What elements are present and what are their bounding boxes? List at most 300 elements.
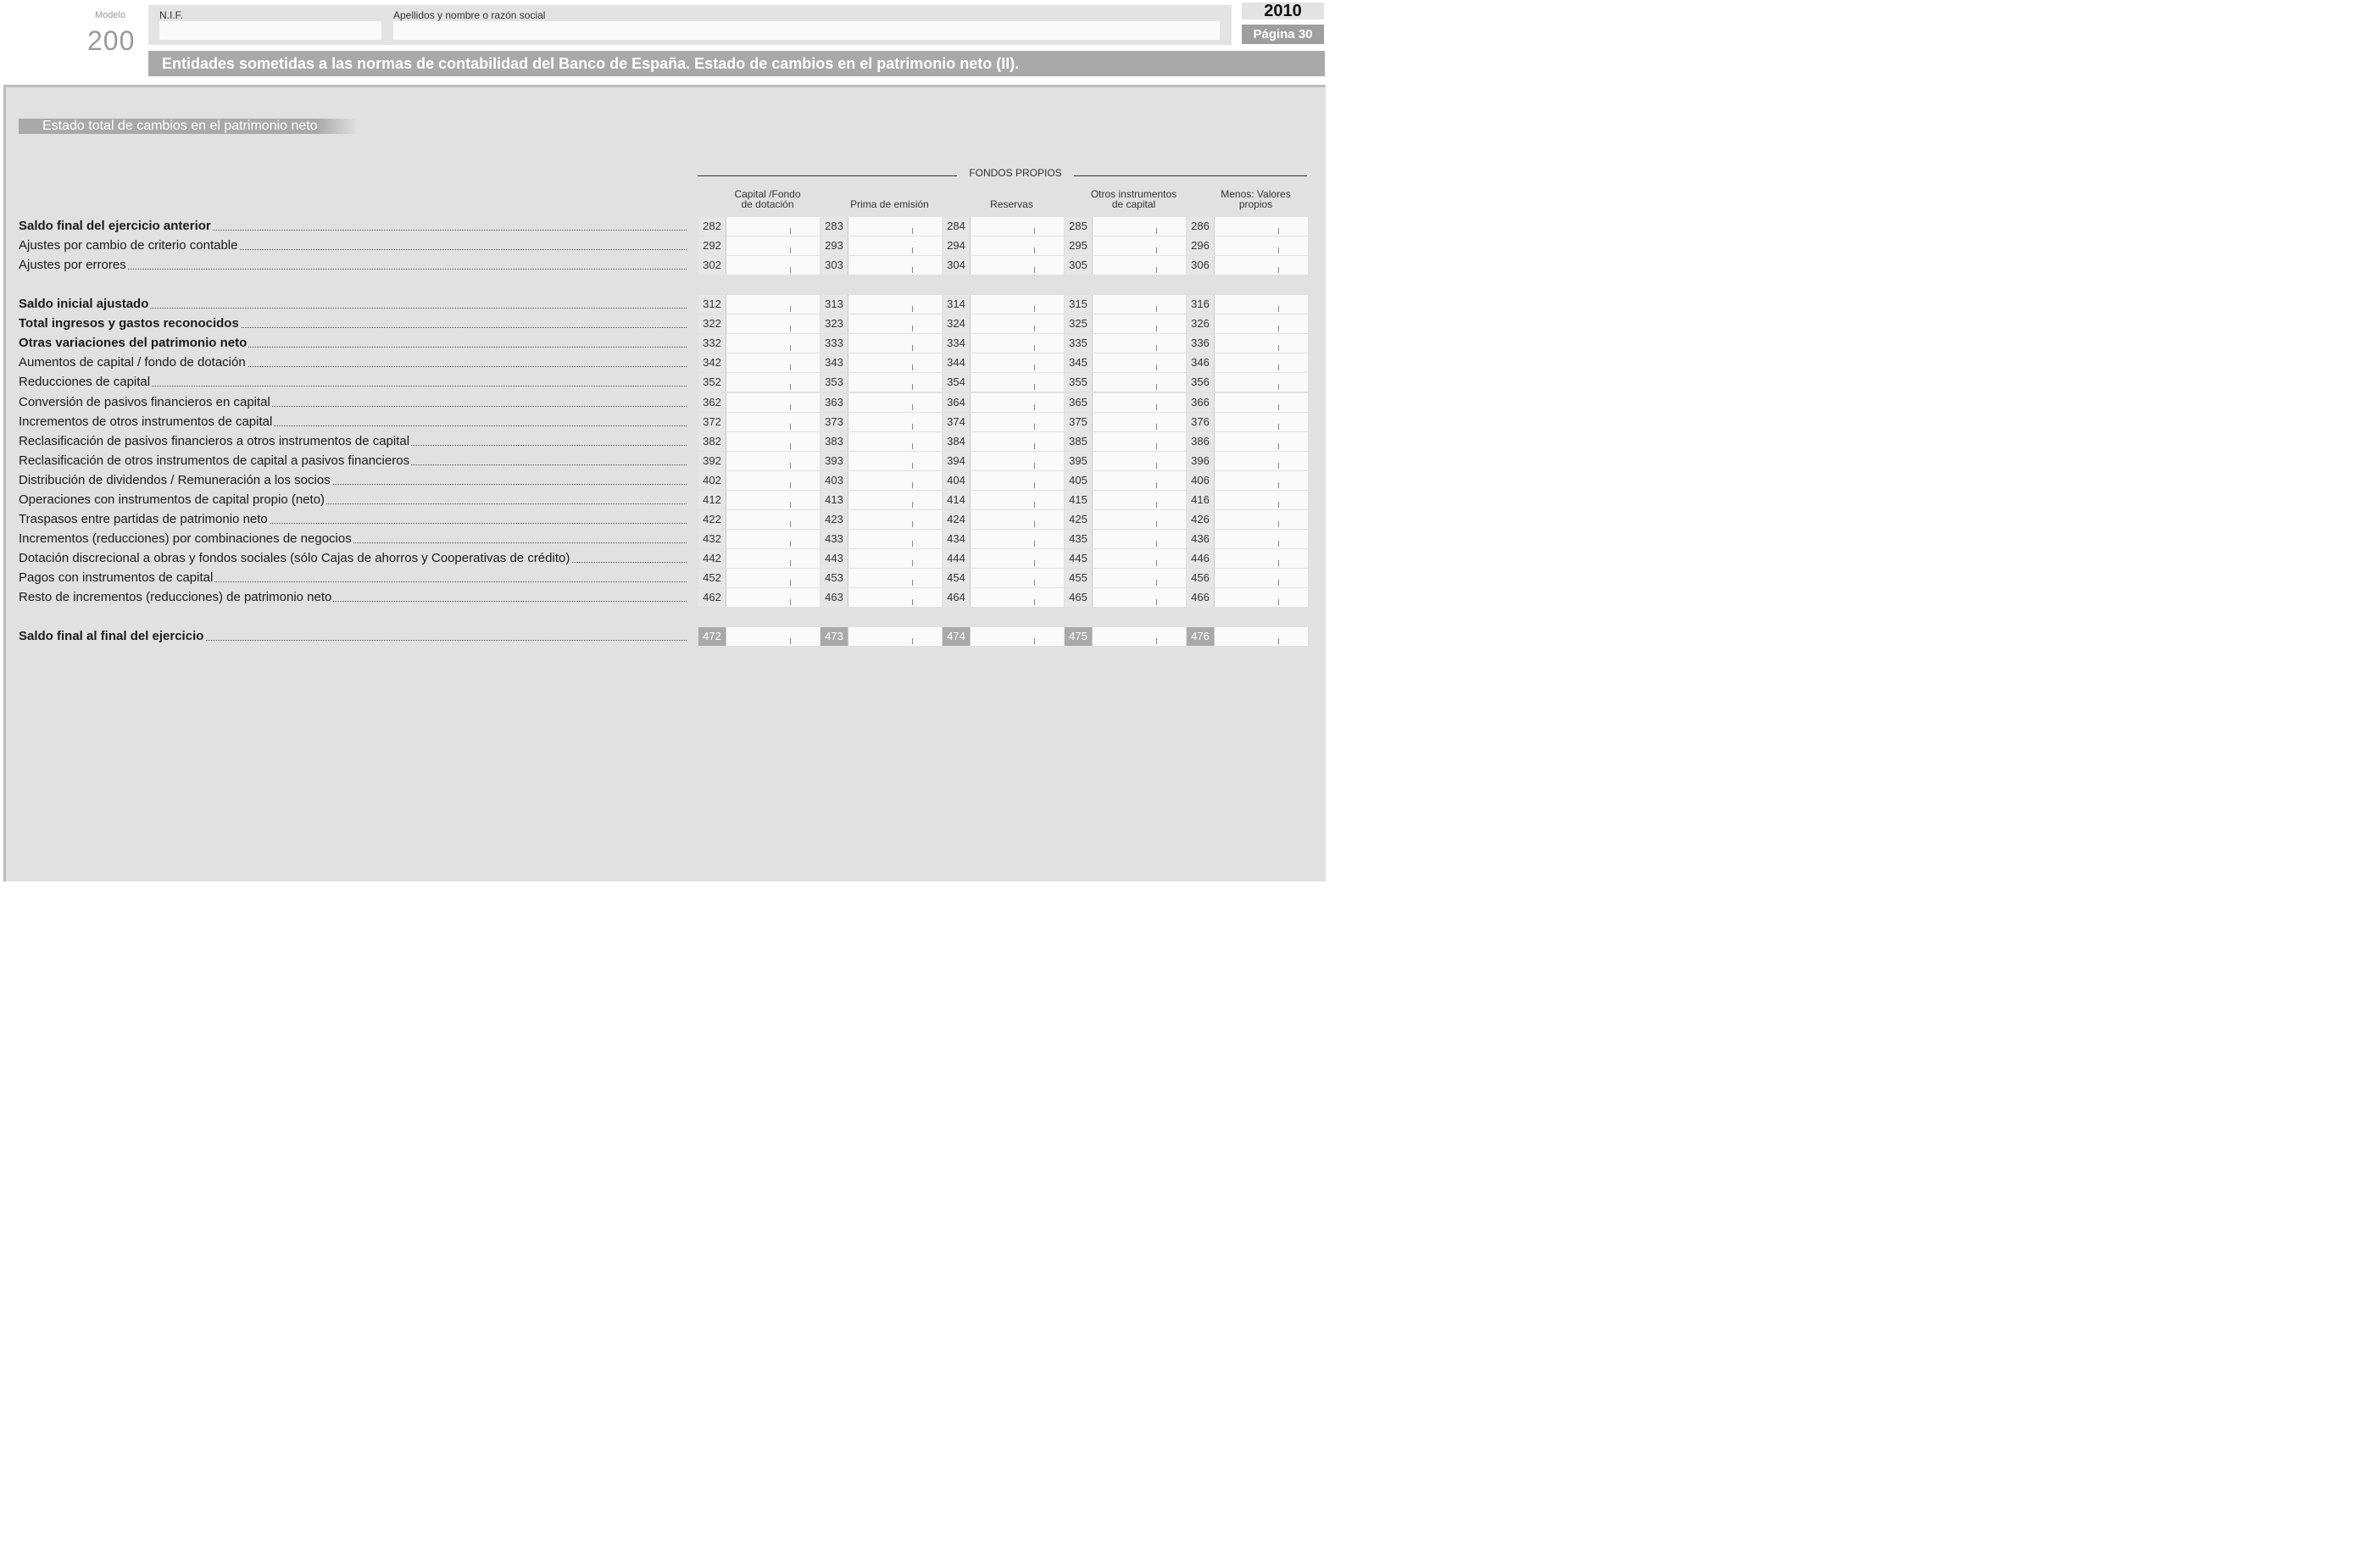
decimal-separator-tick (1278, 463, 1279, 469)
amount-field-476[interactable] (1215, 627, 1308, 646)
column-header-line1: Menos: Valores (1221, 188, 1291, 200)
decimal-separator-tick (1034, 384, 1035, 390)
box-code-296: 296 (1187, 236, 1215, 255)
row-label-text: Conversión de pasivos financieros en capital (19, 395, 270, 409)
box-code-395: 395 (1065, 452, 1093, 470)
row-label-text: Ajustes por errores (19, 258, 126, 272)
decimal-separator-tick (1034, 345, 1035, 351)
column-header-line2: Prima de emisión (850, 198, 929, 210)
amount-field-314[interactable] (971, 295, 1064, 314)
decimal-separator-tick (1034, 247, 1035, 253)
box-code-343: 343 (820, 353, 848, 372)
amount-field-386[interactable] (1215, 432, 1308, 451)
decimal-separator-tick (1034, 521, 1035, 527)
row-label-text: Resto de incrementos (reducciones) de patrimonio neto (19, 590, 332, 604)
amount-field-356[interactable] (1215, 373, 1308, 392)
box-code-414: 414 (943, 491, 971, 509)
row-label (19, 217, 687, 236)
amount-field-362[interactable] (726, 393, 820, 412)
amount-field-354[interactable] (971, 373, 1064, 392)
amount-field-472[interactable] (726, 627, 820, 646)
row-label (19, 491, 687, 509)
decimal-separator-tick (790, 247, 791, 253)
amount-field-326[interactable] (1215, 314, 1308, 333)
decimal-separator-tick (1034, 228, 1035, 234)
amount-field-374[interactable] (971, 413, 1064, 431)
amount-field-332[interactable] (726, 334, 820, 353)
decimal-separator-tick (912, 364, 913, 370)
amount-field-423[interactable] (848, 510, 942, 529)
amount-field-304[interactable] (971, 256, 1064, 275)
box-code-344: 344 (943, 353, 971, 372)
amount-field-323[interactable] (848, 314, 942, 333)
row-label-text: Saldo final al final del ejercicio (19, 629, 204, 643)
amount-field-406[interactable] (1215, 471, 1308, 490)
amount-field-394[interactable] (971, 452, 1064, 470)
box-code-356: 356 (1187, 373, 1215, 392)
box-code-374: 374 (943, 413, 971, 431)
row-label (19, 334, 687, 353)
amount-field-295[interactable] (1093, 236, 1186, 255)
box-code-394: 394 (943, 452, 971, 470)
column-header-line2: de capital (1111, 198, 1156, 210)
amount-field-334[interactable] (971, 334, 1064, 353)
amount-field-466[interactable] (1215, 588, 1308, 607)
row-label (19, 236, 687, 255)
amount-field-465[interactable] (1093, 588, 1186, 607)
box-code-316: 316 (1187, 295, 1215, 314)
decimal-separator-tick (1278, 404, 1279, 410)
amount-field-415[interactable] (1093, 491, 1186, 509)
box-code-353: 353 (820, 373, 848, 392)
box-code-392: 392 (698, 452, 726, 470)
decimal-separator-tick (1278, 521, 1279, 527)
name-label: Apellidos y nombre o razón social (393, 9, 546, 21)
row-label-text: Dotación discrecional a obras y fondos sociales (sólo Cajas de ahorros y Cooperativas de crédito) (19, 551, 570, 565)
box-code-342: 342 (698, 353, 726, 372)
box-code-445: 445 (1065, 549, 1093, 568)
amount-field-435[interactable] (1093, 530, 1186, 548)
amount-field-282[interactable] (726, 217, 820, 236)
row-label (19, 413, 687, 431)
nif-field[interactable] (159, 21, 381, 40)
amount-field-393[interactable] (848, 452, 942, 470)
decimal-separator-tick (790, 325, 791, 331)
row-label-text: Distribución de dividendos / Remuneración a los socios (19, 473, 331, 487)
box-code-334: 334 (943, 334, 971, 353)
column-header-4 (1082, 189, 1186, 209)
box-code-295: 295 (1065, 236, 1093, 255)
box-code-425: 425 (1065, 510, 1093, 529)
amount-field-285[interactable] (1093, 217, 1186, 236)
modelo-label: Modelo (95, 10, 126, 20)
amount-field-284[interactable] (971, 217, 1064, 236)
amount-field-416[interactable] (1215, 491, 1308, 509)
row-label-text: Reclasificación de otros instrumentos de capital a pasivos financieros (19, 453, 410, 468)
amount-field-292[interactable] (726, 236, 820, 255)
box-code-312: 312 (698, 295, 726, 314)
decimal-separator-tick (1278, 247, 1279, 253)
amount-field-366[interactable] (1215, 393, 1308, 412)
box-code-364: 364 (943, 393, 971, 412)
amount-field-404[interactable] (971, 471, 1064, 490)
form-title: Entidades sometidas a las normas de contabilidad del Banco de España. Estado de cambios en el patrimonio neto (II). (148, 51, 1325, 76)
box-code-452: 452 (698, 569, 726, 587)
column-header-line2: de dotación (741, 198, 794, 210)
group-header-rule-right (1074, 175, 1307, 176)
amount-field-412[interactable] (726, 491, 820, 509)
decimal-separator-tick (1156, 345, 1157, 351)
decimal-separator-tick (790, 521, 791, 527)
amount-field-343[interactable] (848, 353, 942, 372)
box-code-283: 283 (820, 217, 848, 236)
amount-field-446[interactable] (1215, 549, 1308, 568)
decimal-separator-tick (912, 521, 913, 527)
box-code-352: 352 (698, 373, 726, 392)
decimal-separator-tick (1156, 599, 1157, 605)
decimal-separator-tick (1034, 502, 1035, 508)
amount-field-333[interactable] (848, 334, 942, 353)
decimal-separator-tick (912, 424, 913, 430)
decimal-separator-tick (790, 638, 791, 644)
amount-field-426[interactable] (1215, 510, 1308, 529)
amount-field-396[interactable] (1215, 452, 1308, 470)
row-label (19, 295, 687, 314)
box-code-324: 324 (943, 314, 971, 333)
decimal-separator-tick (1278, 443, 1279, 449)
decimal-separator-tick (1034, 638, 1035, 644)
box-code-314: 314 (943, 295, 971, 314)
box-code-302: 302 (698, 256, 726, 275)
row-label (19, 256, 687, 275)
row-label (19, 314, 687, 333)
amount-field-422[interactable] (726, 510, 820, 529)
decimal-separator-tick (1278, 384, 1279, 390)
decimal-separator-tick (790, 306, 791, 312)
box-code-393: 393 (820, 452, 848, 470)
box-code-293: 293 (820, 236, 848, 255)
amount-field-293[interactable] (848, 236, 942, 255)
amount-field-424[interactable] (971, 510, 1064, 529)
amount-field-413[interactable] (848, 491, 942, 509)
box-code-322: 322 (698, 314, 726, 333)
amount-field-325[interactable] (1093, 314, 1186, 333)
amount-field-385[interactable] (1093, 432, 1186, 451)
amount-field-303[interactable] (848, 256, 942, 275)
decimal-separator-tick (790, 482, 791, 488)
name-field[interactable] (393, 21, 1220, 40)
row-label (19, 549, 687, 568)
decimal-separator-tick (912, 247, 913, 253)
decimal-separator-tick (1156, 404, 1157, 410)
box-code-462: 462 (698, 588, 726, 607)
decimal-separator-tick (912, 345, 913, 351)
decimal-separator-tick (790, 580, 791, 586)
box-code-454: 454 (943, 569, 971, 587)
decimal-separator-tick (1156, 267, 1157, 273)
decimal-separator-tick (790, 228, 791, 234)
amount-field-283[interactable] (848, 217, 942, 236)
decimal-separator-tick (912, 443, 913, 449)
row-label-text: Incrementos (reducciones) por combinaciones de negocios (19, 531, 352, 546)
decimal-separator-tick (1278, 306, 1279, 312)
box-code-336: 336 (1187, 334, 1215, 353)
row-label (19, 471, 687, 490)
box-code-413: 413 (820, 491, 848, 509)
amount-field-453[interactable] (848, 569, 942, 587)
amount-field-322[interactable] (726, 314, 820, 333)
amount-field-315[interactable] (1093, 295, 1186, 314)
amount-field-372[interactable] (726, 413, 820, 431)
box-code-474: 474 (943, 627, 971, 646)
column-header-line1: Otros instrumentos (1090, 188, 1177, 200)
amount-field-364[interactable] (971, 393, 1064, 412)
decimal-separator-tick (1034, 463, 1035, 469)
amount-field-286[interactable] (1215, 217, 1308, 236)
box-code-363: 363 (820, 393, 848, 412)
amount-field-355[interactable] (1093, 373, 1186, 392)
decimal-separator-tick (912, 580, 913, 586)
decimal-separator-tick (790, 443, 791, 449)
box-code-385: 385 (1065, 432, 1093, 451)
amount-field-442[interactable] (726, 549, 820, 568)
amount-field-324[interactable] (971, 314, 1064, 333)
nif-label: N.I.F. (159, 9, 184, 21)
decimal-separator-tick (1034, 424, 1035, 430)
amount-field-312[interactable] (726, 295, 820, 314)
box-code-333: 333 (820, 334, 848, 353)
row-label-text: Saldo final del ejercicio anterior (19, 219, 211, 233)
amount-field-384[interactable] (971, 432, 1064, 451)
box-code-384: 384 (943, 432, 971, 451)
column-header-3 (960, 189, 1064, 209)
amount-field-344[interactable] (971, 353, 1064, 372)
column-header-line2: Reservas (990, 198, 1033, 210)
row-label (19, 432, 687, 451)
box-code-402: 402 (698, 471, 726, 490)
amount-field-363[interactable] (848, 393, 942, 412)
decimal-separator-tick (1034, 364, 1035, 370)
amount-field-425[interactable] (1093, 510, 1186, 529)
row-label-text: Traspasos entre partidas de patrimonio neto (19, 512, 268, 526)
box-code-386: 386 (1187, 432, 1215, 451)
amount-field-382[interactable] (726, 432, 820, 451)
box-code-434: 434 (943, 530, 971, 548)
box-code-433: 433 (820, 530, 848, 548)
amount-field-342[interactable] (726, 353, 820, 372)
row-label-text: Otras variaciones del patrimonio neto (19, 336, 248, 350)
box-code-436: 436 (1187, 530, 1215, 548)
amount-field-454[interactable] (971, 569, 1064, 587)
decimal-separator-tick (912, 638, 913, 644)
amount-field-462[interactable] (726, 588, 820, 607)
amount-field-456[interactable] (1215, 569, 1308, 587)
amount-field-345[interactable] (1093, 353, 1186, 372)
box-code-332: 332 (698, 334, 726, 353)
box-code-382: 382 (698, 432, 726, 451)
box-code-355: 355 (1065, 373, 1093, 392)
row-label (19, 588, 687, 607)
decimal-separator-tick (790, 541, 791, 547)
amount-field-473[interactable] (848, 627, 942, 646)
box-code-442: 442 (698, 549, 726, 568)
box-code-345: 345 (1065, 353, 1093, 372)
amount-field-294[interactable] (971, 236, 1064, 255)
box-code-463: 463 (820, 588, 848, 607)
group-header-fondos-propios: FONDOS PROPIOS (969, 167, 1062, 179)
decimal-separator-tick (912, 306, 913, 312)
box-code-446: 446 (1187, 549, 1215, 568)
box-code-432: 432 (698, 530, 726, 548)
decimal-separator-tick (1034, 541, 1035, 547)
amount-field-306[interactable] (1215, 256, 1308, 275)
box-code-415: 415 (1065, 491, 1093, 509)
amount-field-395[interactable] (1093, 452, 1186, 470)
column-header-line2: propios (1238, 198, 1273, 210)
box-code-305: 305 (1065, 256, 1093, 275)
box-code-476: 476 (1187, 627, 1215, 646)
amount-field-414[interactable] (971, 491, 1064, 509)
column-header-1 (715, 189, 820, 209)
row-label-text: Reclasificación de pasivos financieros a otros instrumentos de capital (19, 434, 410, 448)
amount-field-452[interactable] (726, 569, 820, 587)
amount-field-464[interactable] (971, 588, 1064, 607)
amount-field-346[interactable] (1215, 353, 1308, 372)
box-code-303: 303 (820, 256, 848, 275)
amount-field-474[interactable] (971, 627, 1064, 646)
decimal-separator-tick (1156, 228, 1157, 234)
decimal-separator-tick (912, 384, 913, 390)
decimal-separator-tick (1034, 267, 1035, 273)
decimal-separator-tick (1156, 424, 1157, 430)
page-badge: Página 30 (1242, 25, 1324, 44)
amount-field-392[interactable] (726, 452, 820, 470)
decimal-separator-tick (1278, 228, 1279, 234)
box-code-292: 292 (698, 236, 726, 255)
decimal-separator-tick (912, 463, 913, 469)
box-code-475: 475 (1065, 627, 1093, 646)
box-code-365: 365 (1065, 393, 1093, 412)
row-label-text: Pagos con instrumentos de capital (19, 570, 214, 585)
row-label (19, 569, 687, 587)
box-code-424: 424 (943, 510, 971, 529)
box-code-326: 326 (1187, 314, 1215, 333)
box-code-366: 366 (1187, 393, 1215, 412)
box-code-304: 304 (943, 256, 971, 275)
box-code-323: 323 (820, 314, 848, 333)
year-badge: 2010 (1242, 3, 1324, 19)
decimal-separator-tick (1156, 560, 1157, 566)
amount-field-365[interactable] (1093, 393, 1186, 412)
amount-field-434[interactable] (971, 530, 1064, 548)
amount-field-373[interactable] (848, 413, 942, 431)
decimal-separator-tick (912, 404, 913, 410)
decimal-separator-tick (1156, 502, 1157, 508)
amount-field-336[interactable] (1215, 334, 1308, 353)
decimal-separator-tick (1156, 638, 1157, 644)
box-code-362: 362 (698, 393, 726, 412)
amount-field-305[interactable] (1093, 256, 1186, 275)
amount-field-436[interactable] (1215, 530, 1308, 548)
amount-field-444[interactable] (971, 549, 1064, 568)
section-title: Estado total de cambios en el patrimonio neto (19, 119, 358, 134)
row-label (19, 373, 687, 392)
decimal-separator-tick (1156, 325, 1157, 331)
decimal-separator-tick (912, 560, 913, 566)
decimal-separator-tick (1034, 404, 1035, 410)
decimal-separator-tick (1034, 306, 1035, 312)
box-code-294: 294 (943, 236, 971, 255)
box-code-325: 325 (1065, 314, 1093, 333)
decimal-separator-tick (1156, 580, 1157, 586)
amount-field-375[interactable] (1093, 413, 1186, 431)
box-code-412: 412 (698, 491, 726, 509)
row-label-text: Reducciones de capital (19, 375, 151, 389)
amount-field-383[interactable] (848, 432, 942, 451)
box-code-466: 466 (1187, 588, 1215, 607)
amount-field-443[interactable] (848, 549, 942, 568)
amount-field-353[interactable] (848, 373, 942, 392)
amount-field-402[interactable] (726, 471, 820, 490)
box-code-416: 416 (1187, 491, 1215, 509)
amount-field-302[interactable] (726, 256, 820, 275)
decimal-separator-tick (790, 599, 791, 605)
amount-field-475[interactable] (1093, 627, 1186, 646)
decimal-separator-tick (1156, 247, 1157, 253)
row-label-text: Total ingresos y gastos reconocidos (19, 316, 239, 331)
amount-field-455[interactable] (1093, 569, 1186, 587)
box-code-423: 423 (820, 510, 848, 529)
box-code-404: 404 (943, 471, 971, 490)
decimal-separator-tick (1278, 267, 1279, 273)
amount-field-445[interactable] (1093, 549, 1186, 568)
decimal-separator-tick (790, 384, 791, 390)
box-code-453: 453 (820, 569, 848, 587)
amount-field-463[interactable] (848, 588, 942, 607)
decimal-separator-tick (1156, 443, 1157, 449)
amount-field-316[interactable] (1215, 295, 1308, 314)
decimal-separator-tick (790, 267, 791, 273)
box-code-315: 315 (1065, 295, 1093, 314)
amount-field-335[interactable] (1093, 334, 1186, 353)
decimal-separator-tick (1278, 599, 1279, 605)
group-header-rule-left (698, 175, 957, 176)
amount-field-433[interactable] (848, 530, 942, 548)
decimal-separator-tick (912, 482, 913, 488)
amount-field-352[interactable] (726, 373, 820, 392)
decimal-separator-tick (1156, 384, 1157, 390)
amount-field-376[interactable] (1215, 413, 1308, 431)
decimal-separator-tick (1034, 580, 1035, 586)
row-label-text: Operaciones con instrumentos de capital propio (neto) (19, 492, 325, 507)
box-code-372: 372 (698, 413, 726, 431)
decimal-separator-tick (1034, 443, 1035, 449)
decimal-separator-tick (1278, 482, 1279, 488)
decimal-separator-tick (1156, 463, 1157, 469)
decimal-separator-tick (1278, 541, 1279, 547)
amount-field-313[interactable] (848, 295, 942, 314)
box-code-465: 465 (1065, 588, 1093, 607)
amount-field-405[interactable] (1093, 471, 1186, 490)
amount-field-403[interactable] (848, 471, 942, 490)
amount-field-432[interactable] (726, 530, 820, 548)
decimal-separator-tick (1278, 424, 1279, 430)
decimal-separator-tick (1278, 325, 1279, 331)
amount-field-296[interactable] (1215, 236, 1308, 255)
box-code-422: 422 (698, 510, 726, 529)
box-code-313: 313 (820, 295, 848, 314)
row-label (19, 452, 687, 470)
